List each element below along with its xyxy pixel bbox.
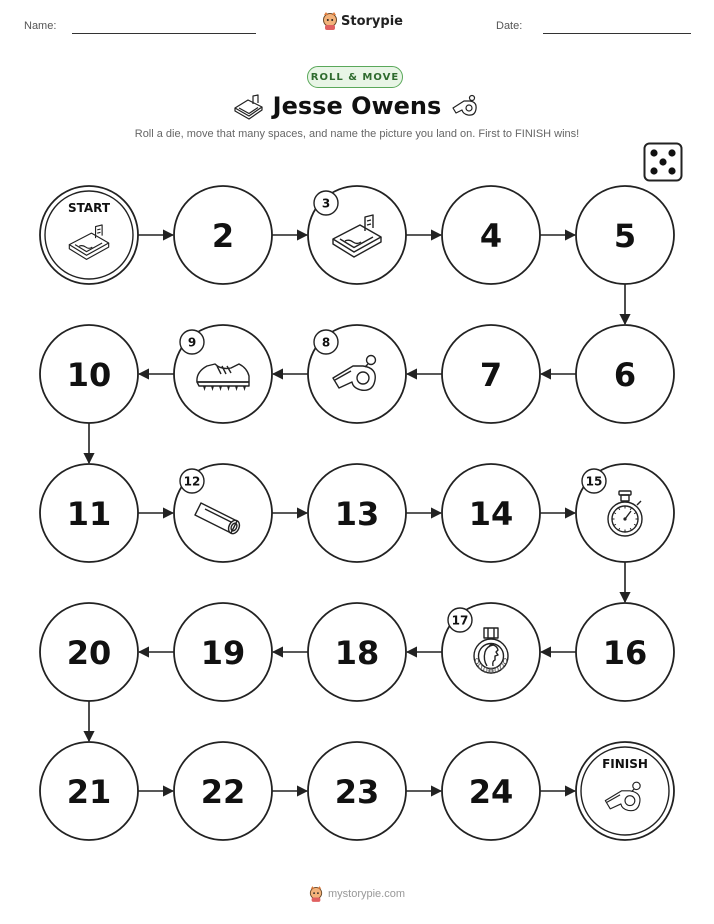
board-space-8[interactable] (308, 325, 406, 423)
finish-label: FINISH (602, 757, 648, 771)
space-number: 19 (200, 634, 246, 672)
board-space-20[interactable] (40, 603, 138, 701)
space-number-badge (314, 191, 338, 215)
space-number: 2 (211, 217, 235, 255)
board-space-22[interactable] (174, 742, 272, 840)
board-space-23[interactable] (308, 742, 406, 840)
space-number: 12 (183, 474, 201, 489)
space-number: 13 (334, 495, 380, 533)
board-space-5[interactable] (576, 186, 674, 284)
board-space-14[interactable] (442, 464, 540, 562)
space-number-badge (180, 330, 204, 354)
board-space-12[interactable] (174, 464, 272, 562)
fox-mascot-icon (309, 886, 323, 902)
roll-and-move-badge: ROLL & MOVE (307, 66, 403, 88)
board-space-24[interactable] (442, 742, 540, 840)
space-number: 23 (334, 773, 380, 811)
space-number-badge (314, 330, 338, 354)
space-number: 7 (479, 356, 503, 394)
space-number-badge (582, 469, 606, 493)
space-number: 3 (321, 196, 331, 211)
space-number: 8 (321, 335, 331, 350)
space-number: 22 (200, 773, 246, 811)
board-space-16[interactable] (576, 603, 674, 701)
board-space-21[interactable] (40, 742, 138, 840)
board-space-11[interactable] (40, 464, 138, 562)
board-space-13[interactable] (308, 464, 406, 562)
page-title: Jesse Owens (272, 92, 442, 120)
logo-text: Storypie (341, 13, 403, 29)
space-number: 20 (66, 634, 112, 672)
space-number: 24 (468, 773, 514, 811)
space-number: 16 (602, 634, 648, 672)
space-number: 10 (66, 356, 112, 394)
space-number: 9 (187, 335, 197, 350)
board-space-7[interactable] (442, 325, 540, 423)
space-number: 21 (66, 773, 112, 811)
board-space-15[interactable] (576, 464, 674, 562)
space-number: 6 (613, 356, 637, 394)
board-space-19[interactable] (174, 603, 272, 701)
board-space-6[interactable] (576, 325, 674, 423)
name-label: Name: (24, 20, 57, 32)
space-number-badge (448, 608, 472, 632)
space-number: 11 (66, 495, 112, 533)
space-number: 18 (334, 634, 380, 672)
footer (0, 886, 714, 902)
board-space-3[interactable] (308, 186, 406, 284)
board-space-9[interactable] (174, 325, 272, 423)
date-label: Date: (496, 20, 523, 32)
space-number-badge (180, 469, 204, 493)
space-number: 15 (585, 474, 603, 489)
board-space-1[interactable] (40, 186, 138, 284)
board-space-2[interactable] (174, 186, 272, 284)
instructions-text: Roll a die, move that many spaces, and name the picture you land on. First to FINISH wins! (134, 128, 580, 140)
space-number: 4 (479, 217, 503, 255)
board-space-4[interactable] (442, 186, 540, 284)
board-space-25[interactable] (576, 742, 674, 840)
start-label: START (67, 201, 111, 215)
space-number: 14 (468, 495, 514, 533)
board-space-17[interactable] (442, 603, 540, 701)
board-space-10[interactable] (40, 325, 138, 423)
space-number: 17 (451, 613, 469, 628)
footer-site[interactable]: mystorypie.com (327, 888, 406, 900)
board-space-18[interactable] (308, 603, 406, 701)
space-number: 5 (613, 217, 637, 255)
